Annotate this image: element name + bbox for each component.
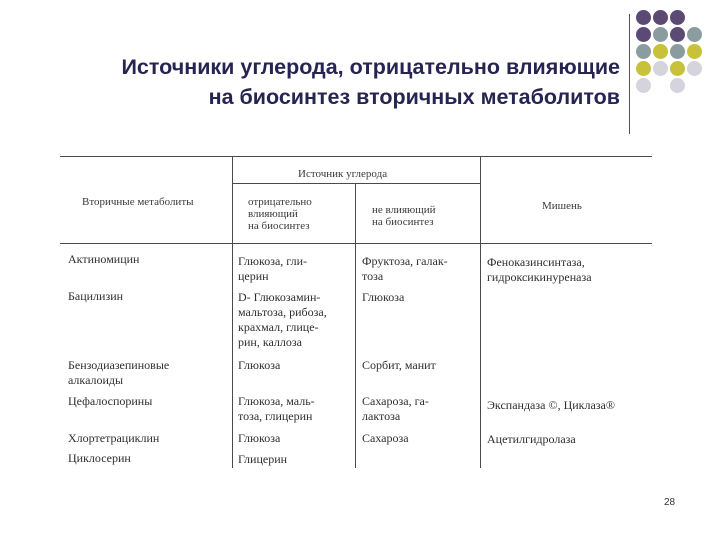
decorative-dot (653, 27, 668, 42)
title-divider (629, 14, 630, 134)
decorative-dot (687, 10, 702, 25)
row-6-negative: Глицерин (238, 452, 288, 466)
row-4-negative: Глюкоза, маль- тоза, глицерин (238, 394, 315, 423)
row-3-neutral: Сорбит, манит (362, 358, 436, 372)
header-target: Мишень (542, 200, 582, 212)
row-4-target: Экспандаза ©, Циклаза® (487, 398, 615, 412)
decorative-dot (670, 10, 685, 25)
slide-title (30, 52, 620, 112)
decorative-dot (636, 27, 651, 42)
row-5-target: Ацетилгидролаза (487, 432, 576, 446)
row-1-metabolite: Актиномицин (68, 252, 140, 266)
row-2-metabolite: Бацилизин (68, 289, 124, 303)
decorative-dot (636, 78, 651, 93)
title-line-1: Источники углерода, отрицательно влияющие (121, 55, 620, 79)
header-group-rule (233, 183, 480, 184)
row-1-negative: Глюкоза, гли- церин (238, 254, 307, 283)
decorative-dot (687, 27, 702, 42)
header-neutral: не влияющий на биосинтез (372, 204, 436, 228)
row-5-negative: Глюкоза (238, 431, 281, 445)
row-2-neutral: Глюкоза (362, 290, 405, 304)
row-5-metabolite: Хлортетрациклин (68, 431, 160, 445)
decorative-dot (636, 61, 651, 76)
column-rule-2 (355, 184, 356, 468)
header-negative: отрицательно влияющий на биосинтез (248, 196, 312, 232)
decorative-dot (653, 61, 668, 76)
header-metabolites: Вторичные метаболиты (82, 196, 194, 208)
row-3-metabolite: Бензодиазепиновые алкалоиды (68, 358, 170, 387)
row-1-target: Феноказинсинтаза, гидроксикинуреназа (487, 255, 592, 284)
table-top-rule (60, 156, 652, 157)
row-4-metabolite: Цефалоспорины (68, 394, 153, 408)
row-3-negative: Глюкоза (238, 358, 281, 372)
row-2-negative: D- Глюкозамин- мальтоза, рибоза, крахмал, глице- рин, каллоза (238, 290, 327, 349)
row-6-metabolite: Циклосерин (68, 451, 131, 465)
decorative-dot (687, 61, 702, 76)
decorative-dot (636, 44, 651, 59)
decorative-dot (687, 78, 702, 93)
row-4-neutral: Сахароза, га- лактоза (362, 394, 429, 423)
row-5-neutral: Сахароза (362, 431, 409, 445)
header-carbon-source: Источник углерода (298, 168, 388, 180)
carbon-sources-table (60, 156, 652, 468)
header-bottom-rule (60, 243, 652, 244)
decorative-dot (670, 44, 685, 59)
column-rule-1 (232, 156, 233, 468)
decorative-dot (636, 10, 651, 25)
decorative-dot (653, 78, 668, 93)
decorative-dot (670, 27, 685, 42)
decorative-dot (653, 44, 668, 59)
row-1-neutral: Фруктоза, галак- тоза (362, 254, 448, 283)
title-line-2: на биосинтез вторичных метаболитов (208, 85, 620, 109)
decorative-dot (670, 78, 685, 93)
decorative-dot (670, 61, 685, 76)
column-rule-3 (480, 156, 481, 468)
decorative-dot-grid (636, 10, 703, 94)
page-number: 28 (664, 497, 676, 508)
decorative-dot (653, 10, 668, 25)
decorative-dot (687, 44, 702, 59)
